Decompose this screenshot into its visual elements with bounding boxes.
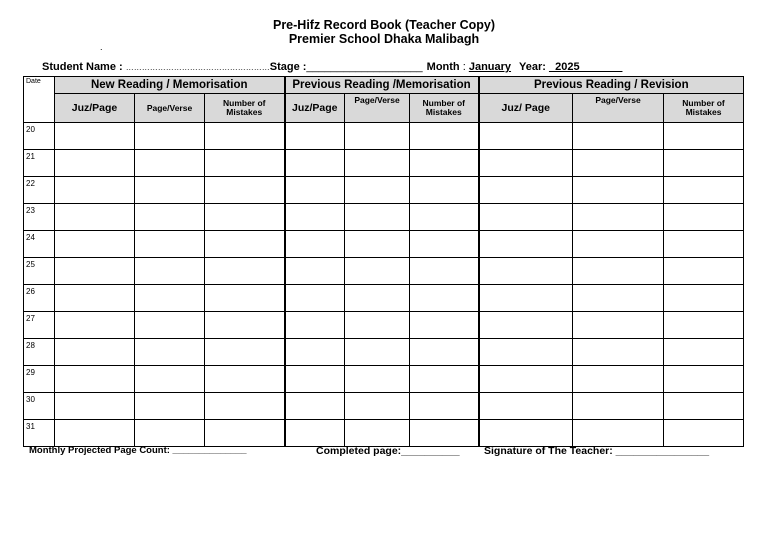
entry-cell[interactable] bbox=[205, 258, 285, 285]
monthly-projected-page-count[interactable]: Monthly Projected Page Count: ______________ bbox=[29, 445, 247, 456]
entry-cell[interactable] bbox=[345, 204, 410, 231]
entry-cell[interactable] bbox=[345, 177, 410, 204]
entry-cell[interactable] bbox=[135, 393, 205, 420]
entry-cell[interactable] bbox=[479, 204, 573, 231]
entry-cell[interactable] bbox=[205, 393, 285, 420]
entry-cell[interactable] bbox=[573, 366, 664, 393]
entry-cell[interactable] bbox=[55, 258, 135, 285]
stray-dot: . bbox=[100, 42, 103, 52]
table-row bbox=[24, 123, 744, 150]
entry-cell[interactable] bbox=[285, 285, 345, 312]
entry-cell[interactable] bbox=[664, 204, 744, 231]
record-table bbox=[23, 76, 744, 447]
entry-cell[interactable] bbox=[205, 123, 285, 150]
entry-cell[interactable] bbox=[55, 339, 135, 366]
entry-cell[interactable] bbox=[573, 150, 664, 177]
date-cell: 27 bbox=[24, 312, 55, 339]
entry-cell[interactable] bbox=[55, 231, 135, 258]
entry-cell[interactable] bbox=[345, 339, 410, 366]
entry-cell[interactable] bbox=[285, 366, 345, 393]
entry-cell[interactable] bbox=[285, 393, 345, 420]
entry-cell[interactable] bbox=[285, 339, 345, 366]
entry-cell[interactable] bbox=[55, 177, 135, 204]
entry-cell[interactable] bbox=[55, 204, 135, 231]
entry-cell[interactable] bbox=[479, 312, 573, 339]
subheader-page-verse: Page/Verse bbox=[573, 94, 664, 123]
date-cell: 30 bbox=[24, 393, 55, 420]
entry-cell[interactable] bbox=[573, 123, 664, 150]
subheader-number-of-mistakes: Number of Mistakes bbox=[664, 94, 744, 123]
table-row bbox=[24, 420, 744, 447]
subheader-juz-page: Juz/Page bbox=[285, 94, 345, 123]
entry-cell[interactable] bbox=[573, 231, 664, 258]
entry-cell[interactable] bbox=[55, 393, 135, 420]
table-row bbox=[24, 285, 744, 312]
group-header-new-reading: New Reading / Memorisation bbox=[55, 77, 285, 94]
entry-cell[interactable] bbox=[205, 420, 285, 447]
month-value[interactable]: January bbox=[468, 61, 512, 73]
year-label: Year: bbox=[519, 61, 546, 73]
entry-cell[interactable] bbox=[664, 231, 744, 258]
entry-cell[interactable] bbox=[135, 150, 205, 177]
subheader-juz-page: Juz/Page bbox=[55, 94, 135, 123]
table-row bbox=[24, 339, 744, 366]
entry-cell[interactable] bbox=[479, 366, 573, 393]
entry-cell[interactable] bbox=[410, 150, 479, 177]
entry-cell[interactable] bbox=[55, 420, 135, 447]
entry-cell[interactable] bbox=[205, 312, 285, 339]
table-row bbox=[24, 393, 744, 420]
year-value[interactable]: _2025_______ bbox=[549, 61, 623, 73]
entry-cell[interactable] bbox=[479, 123, 573, 150]
entry-cell[interactable] bbox=[205, 177, 285, 204]
entry-cell[interactable] bbox=[285, 258, 345, 285]
table-row bbox=[24, 312, 744, 339]
entry-cell[interactable] bbox=[205, 285, 285, 312]
date-cell: 21 bbox=[24, 150, 55, 177]
student-info-line bbox=[42, 61, 762, 73]
entry-cell[interactable] bbox=[664, 393, 744, 420]
entry-cell[interactable] bbox=[135, 123, 205, 150]
entry-cell[interactable] bbox=[479, 231, 573, 258]
group-header-revision: Previous Reading / Revision bbox=[479, 77, 744, 94]
stage-field[interactable]: ___________________ bbox=[306, 61, 423, 73]
entry-cell[interactable] bbox=[345, 231, 410, 258]
entry-cell[interactable] bbox=[479, 177, 573, 204]
subheader-number-of-mistakes: Number of Mistakes bbox=[410, 94, 479, 123]
teacher-signature[interactable]: Signature of The Teacher: ________________ bbox=[484, 445, 710, 457]
entry-cell[interactable] bbox=[410, 231, 479, 258]
month-label: Month bbox=[426, 61, 460, 73]
entry-cell[interactable] bbox=[205, 150, 285, 177]
entry-cell[interactable] bbox=[573, 312, 664, 339]
month-separator: : bbox=[459, 61, 469, 73]
entry-cell[interactable] bbox=[479, 150, 573, 177]
entry-cell[interactable] bbox=[345, 312, 410, 339]
entry-cell[interactable] bbox=[135, 258, 205, 285]
entry-cell[interactable] bbox=[55, 123, 135, 150]
entry-cell[interactable] bbox=[664, 258, 744, 285]
date-cell: 28 bbox=[24, 339, 55, 366]
document-title: Pre-Hifz Record Book (Teacher Copy) bbox=[272, 18, 496, 32]
entry-cell[interactable] bbox=[664, 312, 744, 339]
entry-cell[interactable] bbox=[410, 312, 479, 339]
entry-cell[interactable] bbox=[135, 312, 205, 339]
entry-cell[interactable] bbox=[285, 420, 345, 447]
table-row bbox=[24, 150, 744, 177]
entry-cell[interactable] bbox=[410, 393, 479, 420]
entry-cell[interactable] bbox=[479, 258, 573, 285]
entry-cell[interactable] bbox=[573, 285, 664, 312]
entry-cell[interactable] bbox=[664, 285, 744, 312]
entry-cell[interactable] bbox=[479, 420, 573, 447]
subheader-juz-page: Juz/ Page bbox=[479, 94, 573, 123]
entry-cell[interactable] bbox=[479, 285, 573, 312]
entry-cell[interactable] bbox=[573, 393, 664, 420]
entry-cell[interactable] bbox=[664, 150, 744, 177]
entry-cell[interactable] bbox=[573, 420, 664, 447]
entry-cell[interactable] bbox=[285, 177, 345, 204]
entry-cell[interactable] bbox=[410, 339, 479, 366]
completed-page[interactable]: Completed page:__________ bbox=[316, 445, 460, 457]
entry-cell[interactable] bbox=[573, 339, 664, 366]
entry-cell[interactable] bbox=[479, 339, 573, 366]
entry-cell[interactable] bbox=[55, 366, 135, 393]
entry-cell[interactable] bbox=[664, 420, 744, 447]
table-row bbox=[24, 366, 744, 393]
entry-cell[interactable] bbox=[664, 177, 744, 204]
entry-cell[interactable] bbox=[345, 123, 410, 150]
entry-cell[interactable] bbox=[55, 312, 135, 339]
table-row bbox=[24, 231, 744, 258]
entry-cell[interactable] bbox=[345, 366, 410, 393]
entry-cell[interactable] bbox=[285, 231, 345, 258]
subheader-number-of-mistakes: Number of Mistakes bbox=[205, 94, 285, 123]
entry-cell[interactable] bbox=[664, 339, 744, 366]
entry-cell[interactable] bbox=[285, 123, 345, 150]
entry-cell[interactable] bbox=[345, 420, 410, 447]
entry-cell[interactable] bbox=[345, 393, 410, 420]
entry-cell[interactable] bbox=[55, 150, 135, 177]
entry-cell[interactable] bbox=[573, 204, 664, 231]
date-cell: 31 bbox=[24, 420, 55, 447]
date-cell: 26 bbox=[24, 285, 55, 312]
date-cell: 25 bbox=[24, 258, 55, 285]
table-row bbox=[24, 258, 744, 285]
entry-cell[interactable] bbox=[410, 204, 479, 231]
entry-cell[interactable] bbox=[479, 393, 573, 420]
date-cell: 22 bbox=[24, 177, 55, 204]
entry-cell[interactable] bbox=[135, 339, 205, 366]
table-row bbox=[24, 204, 744, 231]
entry-cell[interactable] bbox=[205, 339, 285, 366]
entry-cell[interactable] bbox=[664, 366, 744, 393]
date-cell: 24 bbox=[24, 231, 55, 258]
entry-cell[interactable] bbox=[410, 258, 479, 285]
entry-cell[interactable] bbox=[55, 285, 135, 312]
entry-cell[interactable] bbox=[135, 204, 205, 231]
entry-cell[interactable] bbox=[410, 123, 479, 150]
date-cell: 23 bbox=[24, 204, 55, 231]
date-cell: 29 bbox=[24, 366, 55, 393]
entry-cell[interactable] bbox=[410, 285, 479, 312]
record-rows bbox=[24, 123, 744, 447]
entry-cell[interactable] bbox=[135, 420, 205, 447]
entry-cell[interactable] bbox=[285, 150, 345, 177]
school-name: Premier School Dhaka Malibagh bbox=[288, 32, 480, 46]
entry-cell[interactable] bbox=[285, 312, 345, 339]
student-name-field[interactable]: ……………………………………………… bbox=[125, 63, 270, 72]
subheader-page-verse: Page/Verse bbox=[135, 94, 205, 123]
entry-cell[interactable] bbox=[135, 285, 205, 312]
entry-cell[interactable] bbox=[664, 123, 744, 150]
entry-cell[interactable] bbox=[410, 366, 479, 393]
entry-cell[interactable] bbox=[410, 420, 479, 447]
entry-cell[interactable] bbox=[345, 150, 410, 177]
entry-cell[interactable] bbox=[205, 204, 285, 231]
date-column-header: Date bbox=[24, 77, 55, 123]
entry-cell[interactable] bbox=[285, 204, 345, 231]
entry-cell[interactable] bbox=[345, 285, 410, 312]
student-name-label: Student Name : bbox=[42, 61, 126, 73]
entry-cell[interactable] bbox=[410, 177, 479, 204]
entry-cell[interactable] bbox=[135, 177, 205, 204]
entry-cell[interactable] bbox=[573, 258, 664, 285]
entry-cell[interactable] bbox=[135, 231, 205, 258]
entry-cell[interactable] bbox=[205, 366, 285, 393]
entry-cell[interactable] bbox=[205, 231, 285, 258]
entry-cell[interactable] bbox=[135, 366, 205, 393]
table-row bbox=[24, 177, 744, 204]
stage-label: Stage : bbox=[269, 61, 307, 73]
entry-cell[interactable] bbox=[573, 177, 664, 204]
entry-cell[interactable] bbox=[345, 258, 410, 285]
group-header-previous-memorisation: Previous Reading /Memorisation bbox=[285, 77, 479, 94]
subheader-page-verse: Page/Verse bbox=[345, 94, 410, 123]
date-cell: 20 bbox=[24, 123, 55, 150]
